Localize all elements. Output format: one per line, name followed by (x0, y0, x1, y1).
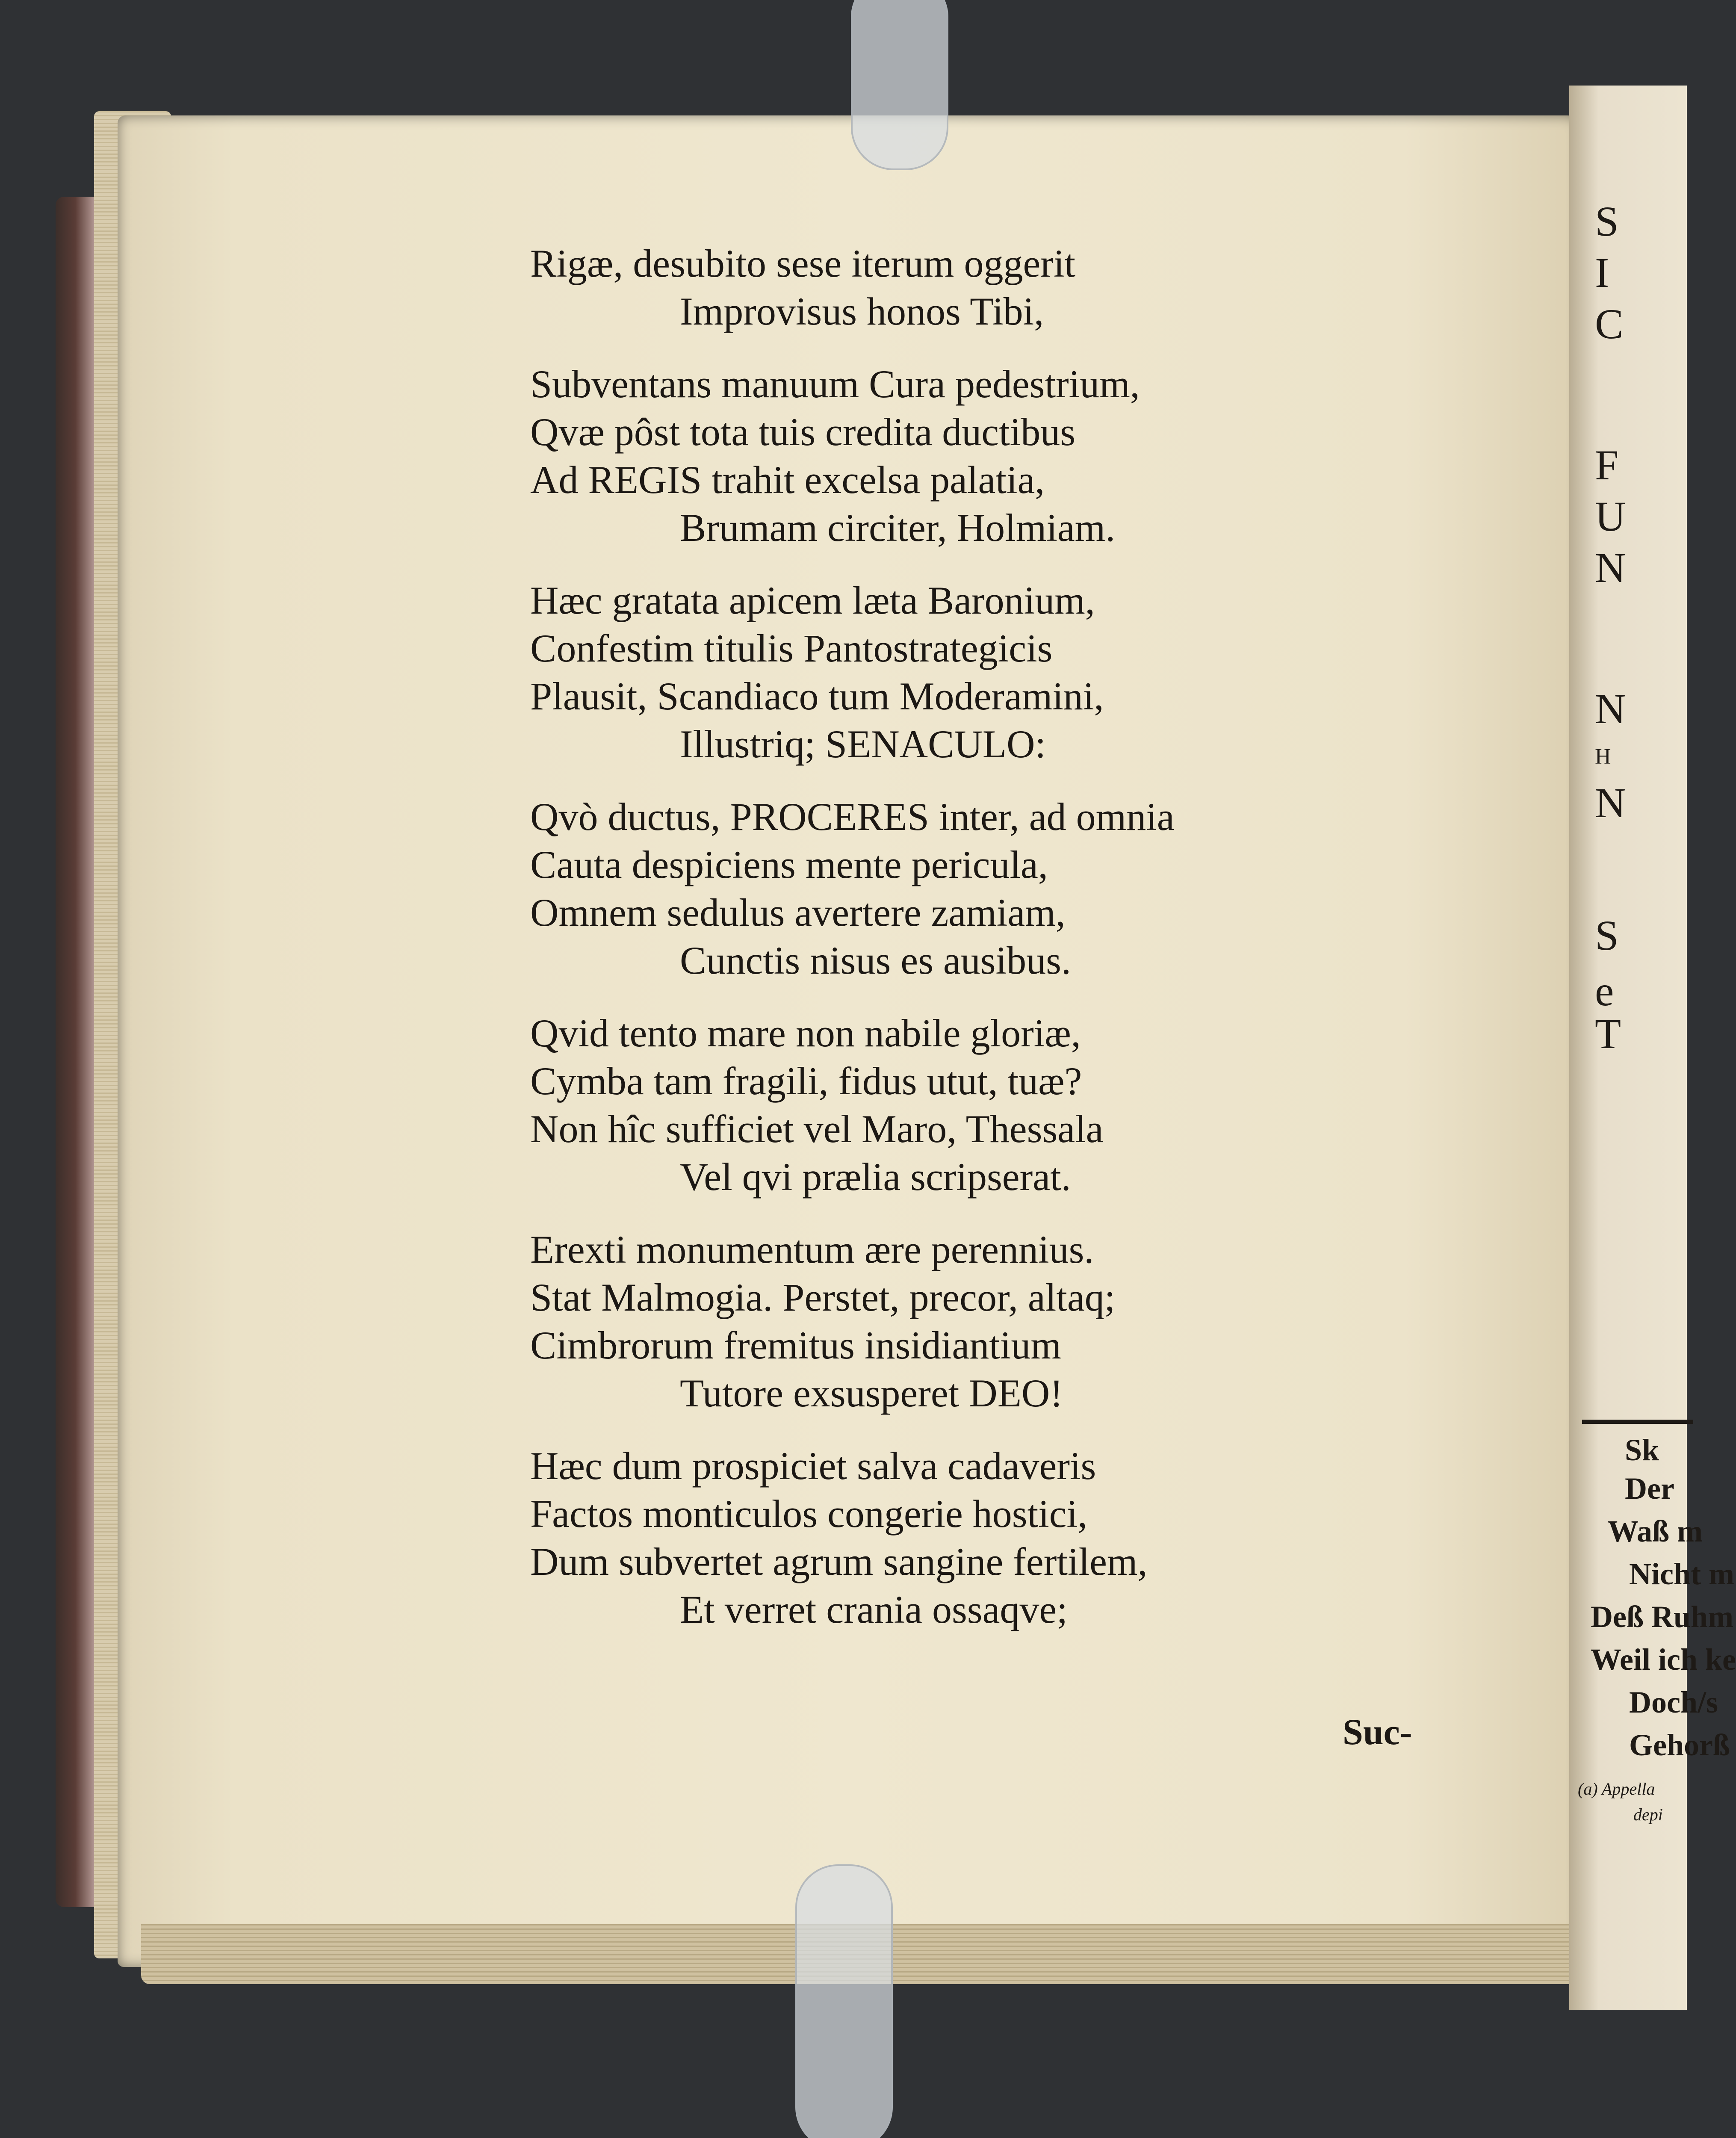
facing-page-letter: T (1595, 1010, 1621, 1057)
facing-page-line: Sk (1625, 1433, 1659, 1467)
poem-line: Dum subvertet agrum sangine fertilem, (530, 1540, 1148, 1583)
poem-line: Vel qvi prælia scripserat. (680, 1155, 1071, 1199)
poem-line: Factos monticulos congerie hostici, (530, 1492, 1088, 1536)
poem-line: Qvò ductus, PROCERES inter, ad omnia (530, 795, 1175, 839)
facing-page (1569, 86, 1736, 2010)
page-clip-top (851, 0, 948, 170)
poem-line: Ad REGIS trahit excelsa palatia, (530, 458, 1045, 502)
stanza (530, 1442, 1385, 1633)
stanza (530, 239, 1385, 335)
facing-page-line: Gehorß (1629, 1728, 1730, 1762)
poem-line: Brumam circiter, Holmiam. (680, 506, 1116, 549)
poem-line: Hæc dum prospiciet salva cadaveris (530, 1444, 1096, 1488)
poem-text (530, 239, 1385, 1658)
facing-page-line: Weil ich ke (1591, 1642, 1736, 1677)
poem-line: Qvæ pôst tota tuis credita ductibus (530, 410, 1076, 454)
facing-page-letter: S (1595, 912, 1619, 959)
stanza (530, 1009, 1385, 1201)
stanza (530, 1226, 1385, 1417)
facing-page-rule (1582, 1420, 1693, 1424)
facing-page-line: Der (1625, 1471, 1674, 1506)
facing-page-footnote: (a) Appella (1578, 1779, 1655, 1798)
facing-page-letter: S (1595, 198, 1619, 245)
catchword: Suc- (1343, 1711, 1412, 1752)
page-clip-bottom (795, 1864, 893, 2138)
poem-line: Improvisus honos Tibi, (680, 289, 1044, 333)
facing-page-letter: H (1595, 744, 1611, 769)
poem-line: Omnem sedulus avertere zamiam, (530, 891, 1066, 934)
poem-line: Rigæ, desubito sese iterum oggerit (530, 242, 1076, 285)
facing-page-line: Doch/s (1629, 1685, 1718, 1719)
facing-page-letter: U (1595, 493, 1626, 540)
facing-page-footnote: depi (1633, 1805, 1663, 1824)
facing-page-letter: F (1595, 441, 1619, 489)
facing-page-letter: e (1595, 967, 1614, 1015)
poem-line: Et verret crania ossaqve; (680, 1588, 1068, 1631)
facing-page-letter: N (1595, 779, 1626, 827)
stanza (530, 360, 1385, 552)
poem-line: Cimbrorum fremitus insidiantium (530, 1323, 1061, 1367)
poem-line: Non hîc sufficiet vel Maro, Thessala (530, 1107, 1104, 1151)
poem-line: Stat Malmogia. Perstet, precor, altaq; (530, 1276, 1116, 1319)
poem-line: Hæc gratata apicem læta Baronium, (530, 579, 1095, 622)
poem-line: Tutore exsusperet DEO! (680, 1371, 1063, 1415)
facing-page-line: Nicht m (1629, 1557, 1734, 1591)
poem-line: Plausit, Scandiaco tum Moderamini, (530, 674, 1104, 718)
poem-line: Confestim titulis Pantostrategicis (530, 626, 1053, 670)
poem-line: Subventans manuum Cura pedestrium, (530, 362, 1140, 406)
facing-page-letter: N (1595, 685, 1626, 732)
facing-page-line: Waß m (1608, 1514, 1703, 1548)
poem-line: Illustriq; SENACULO: (680, 722, 1046, 766)
poem-line: Qvid tento mare non nabile gloriæ, (530, 1011, 1081, 1055)
poem-line: Cunctis nisus es ausibus. (680, 939, 1071, 982)
poem-line: Cauta despiciens mente pericula, (530, 843, 1048, 886)
facing-page-line: Deß Ruhm (1591, 1600, 1734, 1634)
stanza (530, 576, 1385, 768)
poem-line: Erexti monumentum ære perennius. (530, 1228, 1094, 1271)
facing-page-letter: N (1595, 544, 1626, 591)
facing-page-letter: C (1595, 300, 1624, 348)
stanza (530, 793, 1385, 984)
facing-page-letter: I (1595, 249, 1609, 296)
poem-line: Cymba tam fragili, fidus utut, tuæ? (530, 1059, 1082, 1103)
